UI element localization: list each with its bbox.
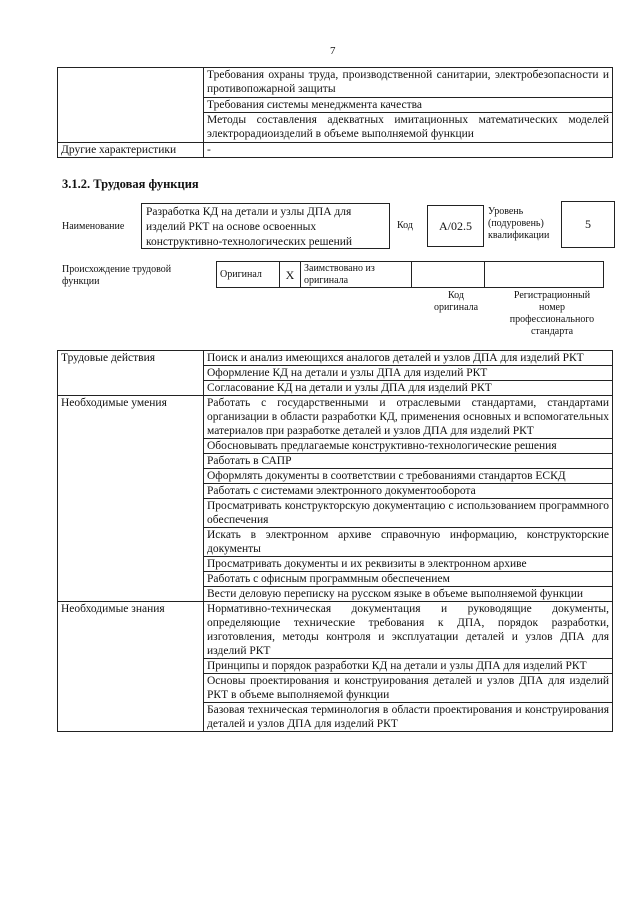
code-label: Код — [397, 220, 413, 231]
table-cell-value: - — [204, 143, 613, 158]
code-original-caption: Код оригинала — [433, 290, 479, 313]
level-value-box: 5 — [561, 201, 615, 248]
function-code-box: А/02.5 — [427, 205, 484, 247]
table-cell-value: Методы составления адекватных имитационных математических моделей электрорадиоизделий в объеме выполняемой функции — [204, 113, 613, 143]
table-cell: Работать с государственными и отраслевыми стандартами, стандартами организации в области разработки КД, применения основных и вспомогательных материалов при разработке деталей и узлов ДПА для изделий РКТ — [204, 396, 613, 439]
table-cell: Обосновывать предлагаемые конструктивно-технологические решения — [204, 439, 613, 454]
name-label: Наименование — [62, 221, 125, 232]
table-cell-label: Другие характеристики — [58, 143, 204, 158]
table-cell-value: Требования системы менеджмента качества — [204, 98, 613, 113]
table-cell: Работать в САПР — [204, 454, 613, 469]
table-row — [58, 351, 613, 366]
table-row — [58, 68, 613, 98]
top-table — [57, 67, 613, 158]
level-label: Уровень (подуровень) квалификации — [488, 206, 550, 241]
table-cell-label — [58, 68, 204, 143]
table-cell: Работать с офисным программным обеспечением — [204, 572, 613, 587]
original-mark: X — [280, 262, 301, 288]
group-label: Необходимые умения — [58, 396, 204, 602]
reg-number-cell — [485, 262, 604, 288]
table-cell: Искать в электронном архиве справочную информацию, конструкторские документы — [204, 528, 613, 557]
borrowed-label: Заимствовано из оригинала — [301, 262, 412, 288]
reg-number-caption: Регистрационный номер профессионального стандарта — [509, 290, 595, 337]
table-cell-value: Требования охраны труда, производственной санитарии, электробезопасности и противопожарной защиты — [204, 68, 613, 98]
table-cell: Базовая техническая терминология в области проектирования и конструирования деталей и узлов ДПА для изделий РКТ — [204, 703, 613, 732]
page-number: 7 — [330, 45, 336, 57]
original-code-cell — [412, 262, 485, 288]
section-title: 3.1.2. Трудовая функция — [62, 177, 199, 191]
table-row — [58, 143, 613, 158]
table-cell: Просматривать конструкторскую документацию с использованием программного обеспечения — [204, 499, 613, 528]
table-cell: Основы проектирования и конструирования деталей и узлов ДПА для изделий РКТ в объеме выполняемой функции — [204, 674, 613, 703]
main-table — [57, 350, 613, 732]
table-cell: Принципы и порядок разработки КД на детали и узлы ДПА для изделий РКТ — [204, 659, 613, 674]
original-label: Оригинал — [217, 262, 280, 288]
table-row — [217, 262, 604, 288]
origin-table — [216, 261, 604, 288]
origin-label: Происхождение трудовой функции — [62, 264, 172, 287]
table-cell: Оформлять документы в соответствии с требованиями стандартов ЕСКД — [204, 469, 613, 484]
table-row — [58, 602, 613, 659]
table-cell: Оформление КД на детали и узлы ДПА для изделий РКТ — [204, 366, 613, 381]
group-label: Трудовые действия — [58, 351, 204, 396]
function-name-box: Разработка КД на детали и узлы ДПА для изделий РКТ на основе освоенных конструктивно-технологических решений — [141, 203, 390, 249]
table-cell: Нормативно-техническая документация и руководящие документы, определяющие технические требования к ДПА, порядок разработки, изготовления, методы контроля и эксплуатации деталей и узлов ДПА для изделий РКТ — [204, 602, 613, 659]
table-cell: Просматривать документы и их реквизиты в электронном архиве — [204, 557, 613, 572]
table-cell: Поиск и анализ имеющихся аналогов деталей и узлов ДПА для изделий РКТ — [204, 351, 613, 366]
group-label: Необходимые знания — [58, 602, 204, 732]
table-cell: Работать с системами электронного документооборота — [204, 484, 613, 499]
table-row — [58, 396, 613, 439]
table-cell: Согласование КД на детали и узлы ДПА для изделий РКТ — [204, 381, 613, 396]
table-cell: Вести деловую переписку на русском языке в объеме выполняемой функции — [204, 587, 613, 602]
